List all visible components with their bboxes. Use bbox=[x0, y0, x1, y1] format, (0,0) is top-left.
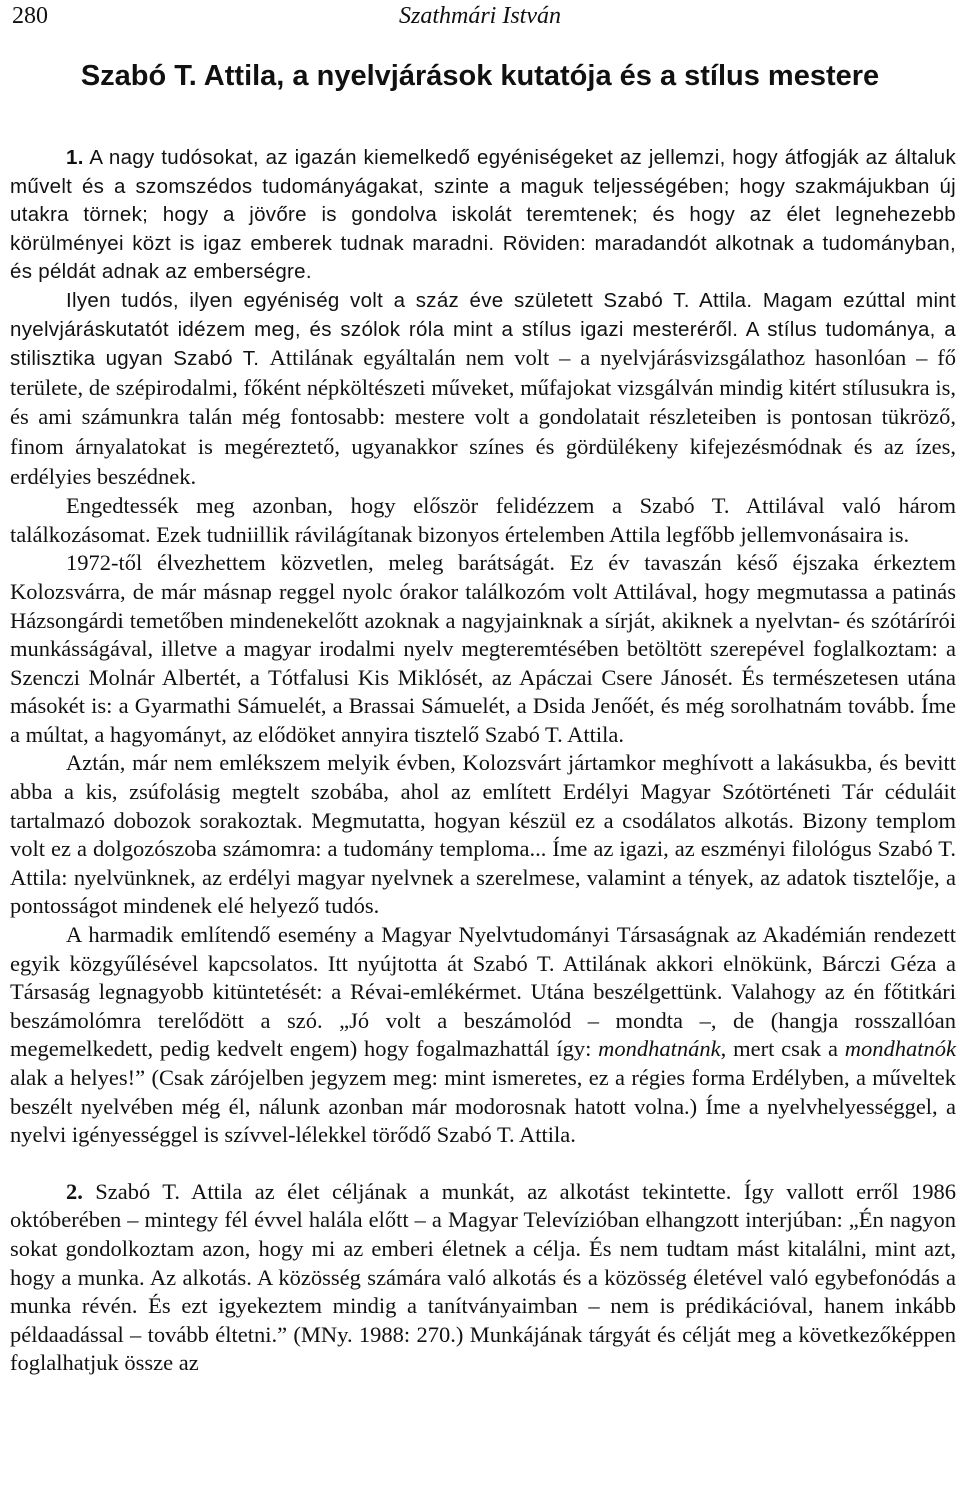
section-number: 2. bbox=[66, 1178, 83, 1204]
italic-term: mondhatnánk bbox=[598, 1036, 721, 1062]
section-number: 1. bbox=[66, 146, 84, 169]
article-title: Szabó T. Attila, a nyelvjárások kutatója és a stílus mestere bbox=[80, 60, 880, 92]
section-1-paragraph-2: Ilyen tudós, ilyen egyéniség volt a száz éve született Szabó T. Attila. Magam ezúttal mint nyelvjáráskutatót idézem meg, és szólok róla mint a stílus igazi mesteréről. A stílus tudománya, a stilisztika ugyan Szabó T. Attilának egyáltalán nem volt – a nyelvjárásvizsgálathoz hasonlóan – fő területe, de szépirodalmi, főként népköltészeti műveket, műfajokat vizsgálván mindig kitért stílusukra is, és ami számunkra talán még fontosabb: mestere volt a gondolatait részleteiben is pontosan tükröző, finom árnyalatokat is megéreztető, ugyanakkor színes és gördülékeny kifejezésmódnak és az ízes, erdélyies beszédnek. bbox=[10, 288, 957, 489]
article-body bbox=[10, 144, 956, 1378]
running-head-author: Szathmári István bbox=[399, 3, 561, 29]
section-1-paragraph-6: A harmadik említendő esemény a Magyar Nyelvtudományi Társaságnak az Akadémián rendezett egyik közgyűlésével kapcsolatos. Itt nyújtotta át Szabó T. Attilának akkori elnökünk, Bárczi Géza a Társaság legnagyobb kitüntetését: a Révai-emlékérmet. Utána beszélgettünk. Valahogy az én főtitkári beszámolómra terelődött a szó. „Jó volt a beszámolód – mondta –, de (hangja rosszallóan megemelkedett, pedig kedvelt engem) hogy fogalmazhattál így: mondhatnánk, mert csak a mondhatnók alak a helyes!” (Csak zárójelben jegyzem meg: mint ismeretes, ez a régies forma Erdélyben, a műveltek beszélt nyelvében még él, nálunk azonban már modorosnak hatott volna.) Íme a nyelvhelyességgel, a nyelvi igényességgel is szívvel-lélekkel törődő Szabó T. Attila. bbox=[10, 922, 957, 1148]
page-number: 280 bbox=[12, 3, 48, 29]
section-1-paragraph-4: 1972-től élvezhettem közvetlen, meleg barátságát. Ez év tavaszán késő éjszaka érkeztem Kolozsvárra, de már másnap reggel nyolc órakor találkozóm volt Attilával, hogy megmutassa a patinás Házsongárdi temetőben mindenekelőtt azoknak a nagyjainknak a sírját, akiknek a nyelvtan- és szótárírói munkásságával, illetve a magyar irodalmi nyelv megteremtésében betöltött szerepével foglalkoztam: a Szenczi Molnár Albertét, a Tótfalusi Kis Miklósét, az Apáczai Csere Jánosét. És természetesen utána másokét is: a Gyarmathi Sámuelét, a Brassai Sámuelét, a Dsida Jenőét, és még sorolhatnám tovább. Íme a múltat, a hagyományt, az elődöket annyira tisztelő Szabó T. Attila. bbox=[10, 550, 956, 747]
section-1-paragraph-1: 1. A nagy tudósokat, az igazán kiemelkedő egyéniségeket az jellemzi, hogy átfogják az általuk művelt és a szomszédos tudományágakat, szinte a maguk teljességében; hogy szakmájukban új utakra törnek; hogy a jövőre is gondolva iskolát teremtenek; és hogy az élet legnehezebb körülményei közt is igaz emberek tudnak maradni. Röviden: maradandót alkotnak a tudományban, és példát adnak az emberségre. bbox=[10, 146, 956, 284]
section-1-paragraph-3: Engedtessék meg azonban, hogy először felidézzem a Szabó T. Attilával való három találkozásomat. Ezek tudniillik rávilágítanak bizonyos értelemben Attila legfőbb jellemvonásaira is. bbox=[10, 493, 956, 547]
section-2-paragraph-1: 2. Szabó T. Attila az élet céljának a munkát, az alkotást tekintette. Így vallott erről 1986 októberében – mintegy fél évvel halála előtt – a Magyar Televízióban elhangzott interjúban: „Én nagyon sokat gondolkoztam azon, hogy mi az emberi életnek a célja. És nem tudtam mást kitalálni, mint azt, hogy a munka. Az alkotás. A közösség számára való alkotás és a közösség életével való egybefonódás a munka révén. És ezt igyekeztem mindig a tanítványaimban – nem is prédikációval, hanem inkább példaadással – tovább éltetni.” (MNy. 1988: 270.) Munkájának tárgyát és célját meg a következőképpen foglalhatjuk össze az bbox=[10, 1178, 956, 1376]
section-1-paragraph-5: Aztán, már nem emlékszem melyik évben, Kolozsvárt jártamkor meghívott a lakásukba, és bevitt abba a kis, zsúfolásig megtelt szobába, ahol az említett Erdélyi Magyar Szótörténeti Tár céduláit tartalmazó dobozok sorakoztak. Megmutatta, hogyan készül ez a csodálatos alkotás. Bizony templom volt ez a dolgozószoba számomra: a tudomány temploma... Íme az igazi, az eszményi filológus Szabó T. Attila: nyelvünknek, az erdélyi magyar nyelvnek a szerelmese, valamint a tények, az adatok tisztelője, a pontosságot mindenek elé helyező tudós. bbox=[10, 750, 956, 919]
italic-term: mondhatnók bbox=[844, 1036, 957, 1062]
running-head bbox=[12, 2, 948, 30]
